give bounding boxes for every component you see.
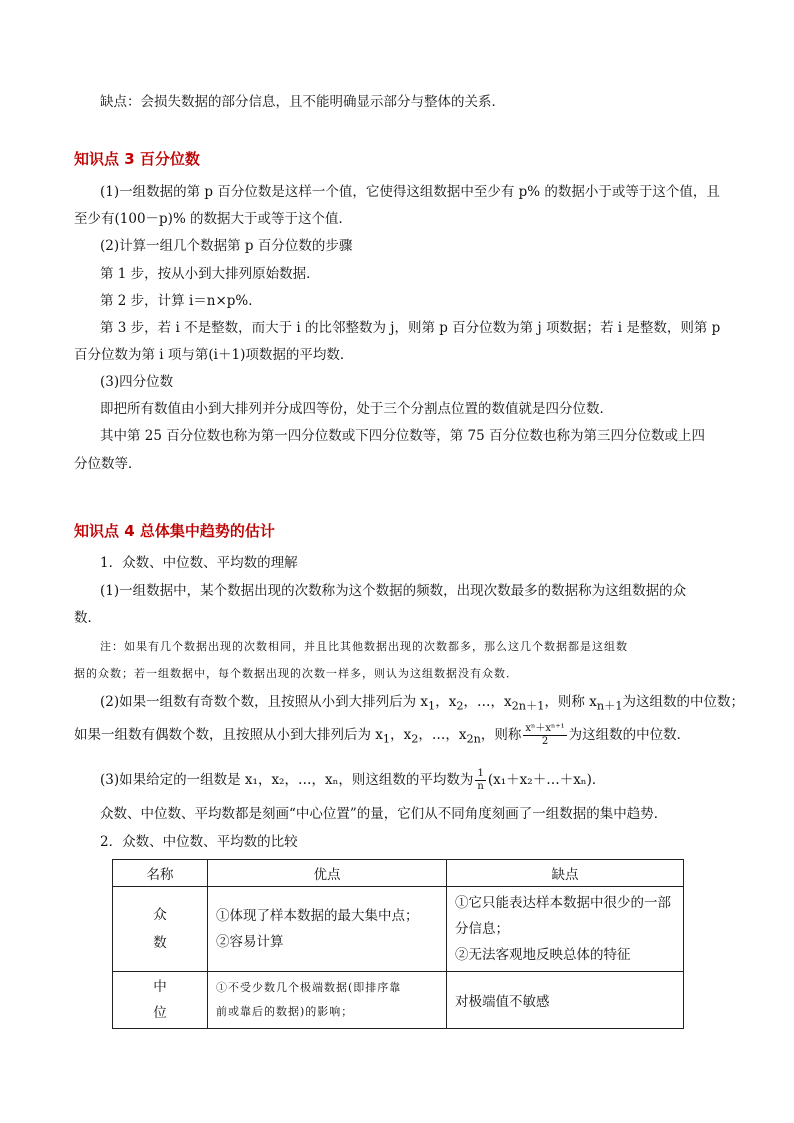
s3-line-3: (2)计算一组几个数据第 p 百分位数的步骤 [100,238,353,254]
median-even-text-b: ，则称 [480,727,522,743]
median-odd-text-d: ，则称 x [544,694,597,710]
mean-fraction-denominator: n [477,781,484,792]
median-odd-line: (2)如果一组数有奇数个数，且按照从小到大排列后为 $x_1$，$x_2$，…，$x_{2n+1}$，则称 $x_{n+1}$为这组数的中位数； [100,694,744,713]
paragraph-drawbacks: 缺点：会损失数据的部分信息，且不能明确显示部分与整体的关系． [100,94,505,110]
s3-line-10: 其中第 25 百分位数也称为第一四分位数或下四分位数等，第 75 百分位数也称为第三四分位数或上四 [100,428,706,444]
mode-pro-2: ②容易计算 [216,934,284,950]
row-median-cons [447,972,684,1029]
s4-line-2: 数． [74,610,101,626]
row-mode-cons [447,887,684,972]
s4-line-1: (1)一组数据中，某个数据出现的次数称为这个数据的频数，出现次数最多的数据称为这组数据的众 [100,583,687,599]
row-median-name-1: 中 [153,979,167,995]
header-cons: 缺点 [447,860,684,887]
s4-note-2: 据的众数；若一组数据中，每个数据出现的次数一样多，则认为这组数据没有众数． [74,667,518,680]
s3-line-8: (3)四分位数 [100,374,174,390]
median-even-fraction [523,723,566,748]
mode-con-2: 分信息； [455,921,509,937]
mean-fraction [475,768,485,793]
s3-line-5: 第 2 步，计算 i＝n×p%． [100,293,262,309]
mean-line [100,768,605,793]
s4-conclusion: 众数、中位数、平均数都是刻画“中心位置”的量，它们从不同角度刻画了一组数据的集中趋势． [100,806,668,822]
s3-line-11: 分位数等． [74,456,142,472]
median-pro-2: 前或靠后的数据)的影响； [216,1005,354,1018]
s3-line-1: (1)一组数据的第 p 百分位数是这样一个值，它使得这组数据中至少有 p% 的数据小于或等于这个值，且 [100,184,720,200]
row-mode-name [113,887,208,972]
row-median-name [113,972,208,1029]
s4-title-2: 2．众数、中位数、平均数的比较 [100,834,298,850]
s3-line-7: 百分位数为第 i 项与第(i＋1)项数据的平均数． [74,347,354,363]
s3-line-2: 至少有(100－p)% 的数据大于或等于这个值． [74,211,353,227]
comparison-table [112,859,684,1029]
median-even-text-a: 如果一组数有偶数个数，且按照从小到大排列后为 x [74,727,383,743]
median-pro-1: ①不受少数几个极端数据(即排序靠 [216,981,402,994]
median-odd-text-b: ，x [435,694,457,710]
median-odd-text-c: ，…，x [463,694,512,710]
mean-text-b: (x₁＋x₂＋…＋xₙ)． [487,772,606,788]
mean-fraction-numerator: 1 [475,768,485,781]
s3-line-6: 第 3 步，若 i 不是整数，而大于 i 的比邻整数为 j，则第 p 百分位数为第 j 项数据；若 i 是整数，则第 p [100,320,721,336]
median-odd-text-e: 为这组数的中位数； [622,694,744,710]
median-even-text-c: 为这组数的中位数． [568,727,691,743]
fraction-denominator: 2 [541,736,549,747]
header-pros: 优点 [208,860,447,887]
section-heading-4: 知识点 4 总体集中趋势的估计 [74,522,275,540]
mean-text-a: (3)如果给定的一组数是 x₁，x₂，…，xₙ，则这组数的平均数为 [100,772,474,788]
row-mode-name-2: 数 [153,935,167,951]
mode-con-1: ①它只能表达样本数据中很少的一部 [455,895,671,911]
median-odd-text-a: (2)如果一组数有奇数个数，且按照从小到大排列后为 x [100,694,429,710]
s3-line-4: 第 1 步，按从小到大排列原始数据． [100,266,320,282]
median-even-line: 如果一组数有偶数个数，且按照从小到大排列后为 $x_1$，$x_2$，…，$x_{2n}$，则称 $\frac{\text{xⁿ＋xⁿ⁺¹}}{2}$ 为这组数的中位数． [74,723,691,747]
fraction-numerator: xⁿ＋xⁿ⁺¹ [525,723,565,734]
s4-note-1: 注：如果有几个数据出现的次数相同，并且比其他数据出现的次数都多，那么这几个数据都是这组数 [100,640,628,653]
table-row [113,887,684,972]
s3-line-9: 即把所有数值由小到大排列并分成四等份，处于三个分割点位置的数值就是四分位数． [100,401,613,417]
row-median-pros [208,972,447,1029]
mode-con-3: ②无法客观地反映总体的特征 [455,947,631,963]
table-header-row [113,860,684,887]
header-name: 名称 [113,860,208,887]
row-mode-name-1: 众 [153,907,167,923]
mode-pro-1: ①体现了样本数据的最大集中点； [216,908,419,924]
row-median-name-2: 位 [153,1005,167,1021]
median-con-1: 对极端值不敏感 [455,994,550,1010]
section-heading-3: 知识点 3 百分位数 [74,150,200,168]
s4-title-1: 1．众数、中位数、平均数的理解 [100,555,298,571]
row-mode-pros [208,887,447,972]
table-row [113,972,684,1029]
